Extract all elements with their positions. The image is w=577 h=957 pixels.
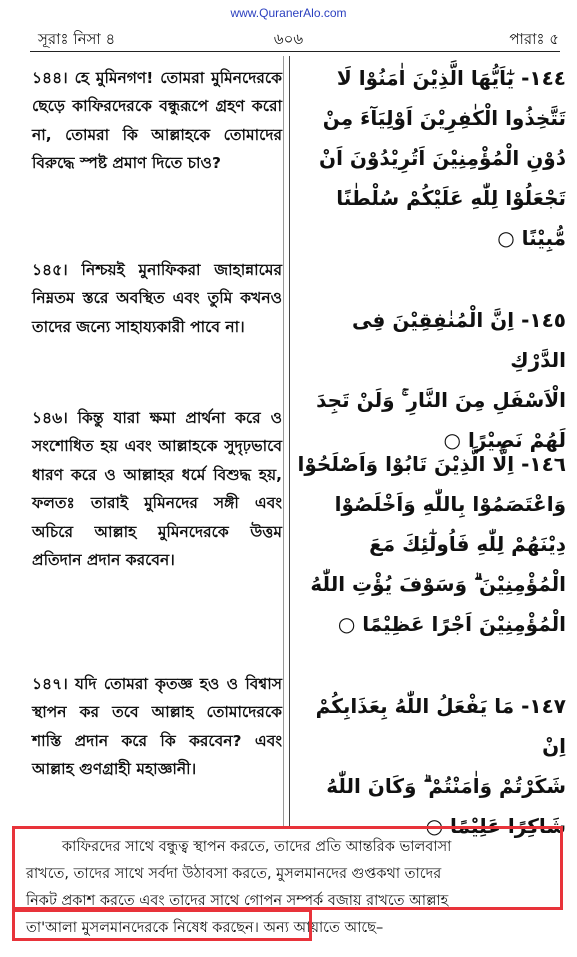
highlight-box <box>12 826 563 910</box>
commentary-line: রাখতে, তাদের সাথে সর্বদা উঠাবসা করতে, মুসলমানদের গুপ্তকথা তাদের <box>26 866 442 882</box>
verse-147-bangla: ১৪৭। যদি তোমরা কৃতজ্ঞ হও ও বিশ্বাস স্থাপন কর তবে আল্লাহ তোমাদেরকে শাস্তি প্রদান করে কি করবেন? এবং আল্লাহ গুণগ্রাহী মহাজ্ঞানী। <box>32 675 282 779</box>
commentary-line: অন্য আয়াতে আছে– <box>258 920 384 936</box>
verse-146-arabic: ١٤٦- اِلَّا الَّذِيْنَ تَابُوْا وَاَصْلَحُوْا وَاعْتَصَمُوْا بِاللّٰهِ وَاَخْلَصُوْا دِيْنَهُمْ لِلّٰهِ فَاُولٰٓئِكَ مَعَ الْمُؤْمِنِيْنَ ۗ وَسَوْفَ يُؤْتِ اللّٰهُ الْمُؤْمِنِيْنَ اَجْرًا عَظِيْمًا ○ <box>297 452 566 636</box>
surah-name: সূরাঃ নিসা ৪ <box>38 30 116 48</box>
para-number: পারাঃ ৫ <box>509 30 559 48</box>
verse-147-arabic: ١٤٧- مَا يَفْعَلُ اللّٰهُ بِعَذَابِكُمْ اِنْ شَكَرْتُمْ وَاٰمَنْتُمْ ۗ وَكَانَ اللّٰهُ شَاكِرًا عَلِيْمًا ○ <box>315 694 566 838</box>
page-number: ৬০৬ <box>273 30 304 48</box>
commentary-line: নিকট প্রকাশ করতে এবং তাদের সাথে গোপন সম্পর্ক বজায় রাখতে আল্লাহ <box>26 893 449 909</box>
verse-146-bangla: ১৪৬। কিন্তু যারা ক্ষমা প্রার্থনা করে ও সংশোধিত হয় এবং আল্লাহকে সুদৃঢ়ভাবে ধারণ করে ও আল্লাহর ধর্মে বিশুদ্ধ হয়, ফলতঃ তারাই মুমিনদের সঙ্গী এবং অচিরে আল্লাহ মুমিনদেরকে উত্তম প্রতিদান প্রদান করবেন। <box>32 409 282 570</box>
verse-144-arabic: ١٤٤- يٰٓاَيُّهَا الَّذِيْنَ اٰمَنُوْا لَا تَتَّخِذُوا الْكٰفِرِيْنَ اَوْلِيَآءَ مِنْ دُوْنِ الْمُؤْمِنِيْنَ اَتُرِيْدُوْنَ اَنْ تَجْعَلُوْا لِلّٰهِ عَلَيْكُمْ سُلْطٰنًا مُّبِيْنًا ○ <box>319 66 566 250</box>
commentary-line: কাফিরদের সাথে বন্ধুত্ব স্থাপন করতে, তাদের প্রতি আন্তরিক ভালবাসা <box>62 839 452 855</box>
verse-145-bangla: ১৪৫। নিশ্চয়ই মুনাফিকরা জাহান্নামের নিম্নতম স্তরে অবস্থিত এবং তুমি কখনও তাদের জন্যে সাহায্যকারী পাবে না। <box>32 261 282 336</box>
commentary-highlight: তা'আলা মুসলমানদেরকে নিষেধ করছেন। <box>26 920 259 936</box>
highlight-box-tail <box>12 909 312 941</box>
site-url[interactable]: www.QuranerAlo.com <box>230 6 347 20</box>
column-divider <box>289 56 290 826</box>
column-divider-inner <box>283 56 284 826</box>
header-divider <box>30 51 560 52</box>
verse-145-arabic: ١٤٥- اِنَّ الْمُنٰفِقِيْنَ فِى الدَّرْكِ الْاَسْفَلِ مِنَ النَّارِ ۚ وَلَنْ تَجِدَ لَهُمْ نَصِيْرًا ○ <box>316 308 566 452</box>
verse-144-bangla: ১৪৪। হে মুমিনগণ! তোমরা মুমিনদেরকে ছেড়ে কাফিরদেরকে বন্ধুরূপে গ্রহণ করো না, তোমরা কি আল্লাহকে তোমাদের বিরুদ্ধে স্পষ্ট প্রমাণ দিতে চাও? <box>32 69 282 173</box>
